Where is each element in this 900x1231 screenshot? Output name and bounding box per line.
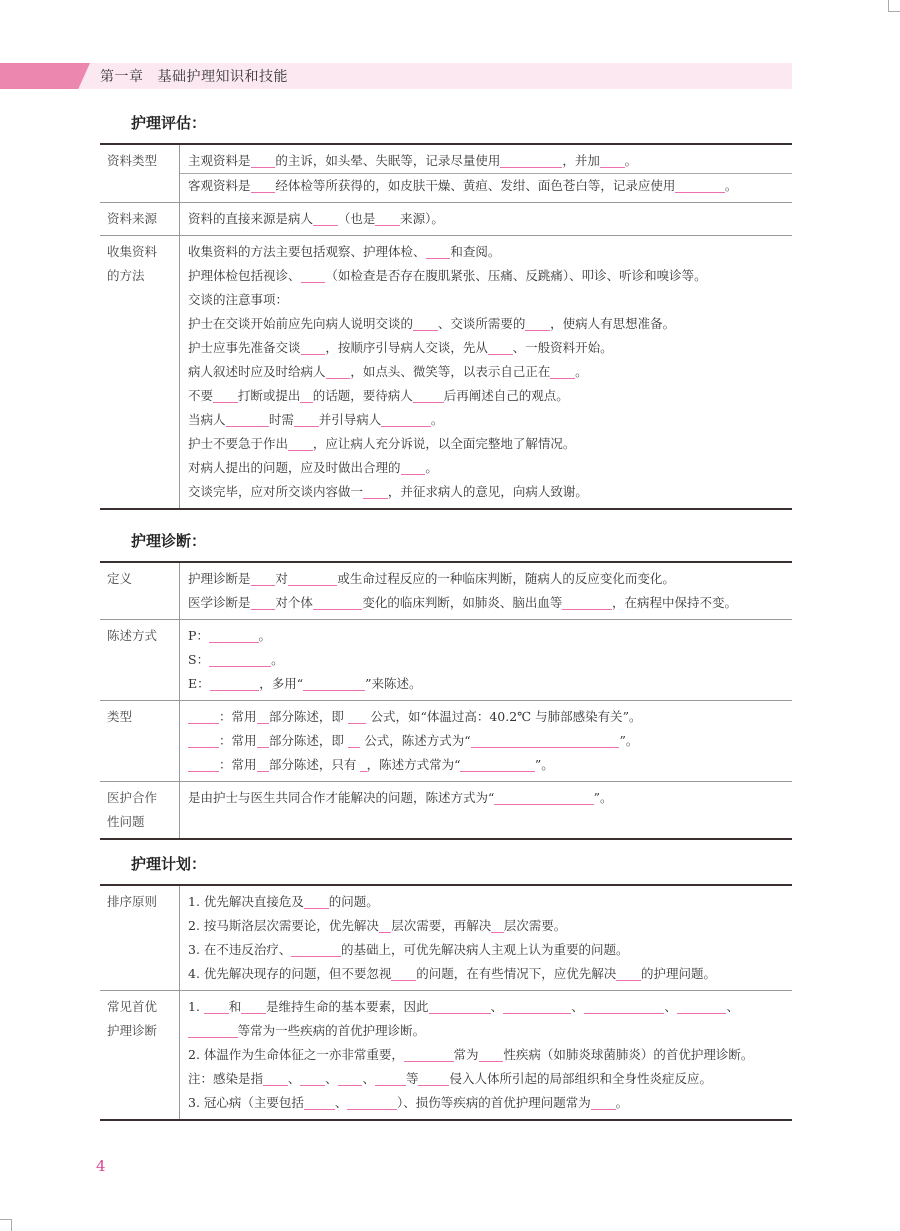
fill-in-blank[interactable]: [413, 387, 444, 403]
fill-in-blank[interactable]: [188, 732, 219, 748]
line-text: 是维持生命的基本要素，因此: [266, 999, 429, 1014]
fill-in-blank[interactable]: [251, 177, 276, 193]
content-line: [188, 995, 792, 1019]
line-text: 时需: [268, 412, 294, 427]
fill-in-blank[interactable]: [209, 651, 271, 667]
row-content: [180, 620, 793, 701]
fill-in-blank[interactable]: [479, 1046, 504, 1062]
content-line: [188, 336, 792, 360]
line-text: ：常用: [219, 757, 257, 772]
line-text: 部分陈述，只有: [268, 757, 361, 772]
fill-in-blank[interactable]: [471, 732, 620, 748]
chapter-number: 第一章: [100, 69, 144, 85]
content-line: [188, 1091, 792, 1115]
line-text: 的话题，要待病人: [312, 388, 413, 403]
line-text: 和查阅。: [450, 244, 501, 259]
line-text: 部分陈述，即: [268, 733, 348, 748]
line-text: 、: [287, 1071, 301, 1086]
line-text: 收集资料的方法主要包括观察、护理体检、: [188, 244, 426, 259]
fill-in-blank[interactable]: [338, 1070, 363, 1086]
line-text: S：: [188, 652, 210, 667]
table-row: [100, 562, 792, 620]
fill-in-blank[interactable]: [503, 998, 571, 1014]
line-text: 。: [430, 412, 444, 427]
fill-in-blank[interactable]: [348, 732, 360, 748]
line-text: 不要: [188, 388, 214, 403]
fill-in-blank[interactable]: [677, 998, 727, 1014]
fill-in-blank[interactable]: [675, 177, 725, 193]
line-text: 客观资料是: [188, 178, 251, 193]
table-row: [100, 620, 792, 701]
line-text: ，按顺序引导病人交谈，先从: [325, 340, 488, 355]
line-text: 和: [228, 999, 242, 1014]
line-text: 对病人提出的问题，应及时做出合理的: [188, 460, 401, 475]
fill-in-blank[interactable]: [391, 965, 416, 981]
line-text: 资料的直接来源是病人: [188, 211, 314, 226]
row-content: [180, 236, 793, 510]
line-text: 主观资料是: [188, 153, 251, 168]
fill-in-blank[interactable]: [379, 917, 391, 933]
content-line: [188, 591, 792, 615]
line-text: 的问题，在有些情况下，应优先解决: [416, 966, 617, 981]
line-text: ）、损伤等疾病的首优护理问题常为: [397, 1095, 591, 1110]
row-content: [180, 701, 793, 782]
fill-in-blank[interactable]: [313, 210, 338, 226]
content-line: [188, 567, 792, 591]
line-text: 常为: [453, 1047, 479, 1062]
line-text: ”。: [619, 733, 639, 748]
line-text: 。: [425, 460, 438, 475]
fill-in-blank[interactable]: [257, 756, 269, 772]
line-text: 的问题。: [328, 894, 379, 909]
section-title-assessment: 护理评估：: [131, 114, 207, 132]
content-line: [188, 456, 792, 480]
line-text: 交谈的注意事项：: [188, 292, 289, 307]
fill-in-blank[interactable]: [263, 1070, 288, 1086]
content-line: [188, 938, 792, 962]
row-content: [180, 562, 793, 620]
line-text: 。: [724, 178, 738, 193]
page-number: 4: [96, 1157, 106, 1175]
fill-in-blank[interactable]: [257, 732, 269, 748]
line-text: 来源）。: [400, 211, 444, 226]
fill-in-blank[interactable]: [251, 152, 276, 168]
line-text: ，并加: [562, 153, 600, 168]
fill-in-blank[interactable]: [294, 411, 319, 427]
line-text: ：常用: [219, 709, 257, 724]
fill-in-blank[interactable]: [401, 459, 426, 475]
row-label-line: 性问题: [107, 814, 145, 829]
line-text: 的基础上，可优先解决病人主观上认为重要的问题。: [341, 942, 629, 957]
line-text: 并引导病人: [318, 412, 382, 427]
fill-in-blank[interactable]: [404, 1046, 454, 1062]
content-line: [188, 312, 792, 336]
line-text: E：: [188, 676, 210, 691]
line-text: 等常为一些疾病的首优护理诊断。: [237, 1023, 426, 1038]
fill-in-blank[interactable]: [210, 675, 260, 691]
fill-in-blank[interactable]: [525, 315, 550, 331]
fill-in-blank[interactable]: [209, 627, 259, 643]
fill-in-blank[interactable]: [257, 708, 269, 724]
content-line: [188, 288, 792, 312]
line-text: 的护理问题。: [641, 966, 717, 981]
table-row: [100, 701, 792, 782]
line-text: 对个体: [275, 595, 313, 610]
fill-in-blank[interactable]: [301, 339, 326, 355]
fill-in-blank[interactable]: [488, 339, 513, 355]
table-row: [100, 144, 792, 203]
content-line: [188, 753, 792, 777]
fill-in-blank[interactable]: [301, 267, 326, 283]
line-text: 对: [275, 571, 288, 586]
fill-in-blank[interactable]: [188, 756, 219, 772]
line-text: 变化的临床判断，如肺炎、脑出血等: [362, 595, 563, 610]
line-text: （如检查是否存在腹肌紧张、压痛、反跳痛）、叩诊、听诊和嗅诊等。: [325, 268, 707, 283]
fill-in-blank[interactable]: [491, 917, 503, 933]
chapter-header-bar: [0, 63, 792, 89]
line-text: ，陈述方式常为“: [366, 757, 461, 772]
fill-in-blank[interactable]: [288, 570, 338, 586]
line-text: 当病人: [188, 412, 226, 427]
line-text: 3. 在不违反治疗、: [188, 942, 292, 957]
crop-mark-top-right: [888, 0, 900, 12]
fill-in-blank[interactable]: [418, 1070, 449, 1086]
line-text: ”来陈述。: [365, 676, 422, 691]
line-text: 的主诉，如头晕、失眠等，记录尽量使用: [275, 153, 501, 168]
fill-in-blank[interactable]: [291, 941, 341, 957]
line-text: 。: [575, 364, 588, 379]
fill-in-blank[interactable]: [413, 315, 438, 331]
line-text: 2. 按马斯洛层次需要论，优先解决: [188, 918, 379, 933]
line-text: 公式，陈述方式为“: [360, 733, 471, 748]
content-line: [188, 1043, 792, 1067]
content-line: [188, 705, 792, 729]
content-line: [188, 624, 792, 648]
line-text: 、交谈所需要的: [437, 316, 526, 331]
line-text: ”。: [593, 790, 613, 805]
fill-in-blank[interactable]: [251, 594, 276, 610]
fill-in-blank[interactable]: [288, 435, 313, 451]
fill-in-blank[interactable]: [213, 387, 238, 403]
fill-in-blank[interactable]: [550, 363, 575, 379]
chapter-tab-decoration: [0, 63, 90, 89]
line-text: 。: [258, 628, 272, 643]
line-text: 、: [726, 999, 739, 1014]
fill-in-blank[interactable]: [591, 1094, 616, 1110]
line-text: 1.: [188, 999, 204, 1014]
fill-in-blank[interactable]: [426, 243, 451, 259]
fill-in-blank[interactable]: [429, 998, 491, 1014]
line-text: ”。: [534, 757, 554, 772]
row-label-line: 收集资料: [107, 244, 158, 259]
content-line: [188, 264, 792, 288]
line-text: 医学诊断是: [188, 595, 251, 610]
line-text: 性疾病（如肺炎球菌肺炎）的首优护理诊断。: [503, 1047, 754, 1062]
table-row: [100, 991, 792, 1121]
line-text: 、: [334, 1095, 348, 1110]
line-text: 、: [325, 1071, 338, 1086]
fill-in-blank[interactable]: [363, 483, 388, 499]
fill-in-blank[interactable]: [375, 1070, 406, 1086]
line-text: ，应让病人充分诉说，以全面完整地了解情况。: [312, 436, 576, 451]
chapter-name: 基础护理知识和技能: [157, 69, 288, 85]
fill-in-blank[interactable]: [494, 789, 593, 805]
line-text: 护理体检包括视诊、: [188, 268, 301, 283]
line-text: 经体检等所获得的，如皮肤干燥、黄疸、发绀、面色苍白等，记录应使用: [275, 178, 676, 193]
line-text: 。: [271, 652, 284, 667]
line-text: 层次需要。: [503, 918, 567, 933]
content-line: [188, 207, 792, 231]
line-text: 或生命过程反应的一种临床判断，随病人的反应变化而变化。: [337, 571, 675, 586]
fill-in-blank[interactable]: [326, 363, 351, 379]
content-line: [188, 890, 792, 914]
line-text: 层次需要，再解决: [391, 918, 492, 933]
fill-in-blank[interactable]: [500, 152, 562, 168]
diagnosis-table: [100, 561, 792, 840]
content-line: [188, 384, 792, 408]
line-text: 。: [624, 153, 638, 168]
line-text: ，并征求病人的意见，向病人致谢。: [387, 484, 588, 499]
line-text: 护士在交谈开始前应先向病人说明交谈的: [188, 316, 414, 331]
line-text: ，多用“: [259, 676, 304, 691]
row-content: [180, 782, 793, 840]
content-line: [188, 432, 792, 456]
line-text: 护士不要急于作出: [188, 436, 289, 451]
content-line: [188, 962, 792, 986]
row-label: 资料来源: [100, 203, 180, 236]
line-text: 病人叙述时应及时给病人: [188, 364, 326, 379]
fill-in-blank[interactable]: [241, 998, 266, 1014]
line-text: 、: [571, 999, 584, 1014]
table-row: [100, 203, 792, 236]
fill-in-blank[interactable]: [303, 675, 365, 691]
line-text: ：常用: [219, 733, 257, 748]
row-content: [180, 144, 793, 203]
line-text: 公式，如“体温过高：40.2℃ 与肺部感染有关”。: [366, 709, 642, 724]
line-text: 、一般资料开始。: [512, 340, 613, 355]
line-text: 、: [490, 999, 504, 1014]
content-line: [188, 672, 792, 696]
line-text: 等: [405, 1071, 419, 1086]
section-title-diagnosis: 护理诊断：: [131, 532, 207, 550]
content-line: [188, 1067, 792, 1091]
fill-in-blank[interactable]: [584, 998, 665, 1014]
assessment-table: [100, 143, 792, 510]
content-line: [188, 149, 792, 173]
content-line: [188, 408, 792, 432]
row-label: 陈述方式: [100, 620, 180, 701]
line-text: 侵入人体所引起的局部组织和全身性炎症反应。: [449, 1071, 712, 1086]
row-content: [180, 885, 793, 991]
line-text: 护理诊断是: [188, 571, 251, 586]
content-line: [188, 240, 792, 264]
line-text: 打断或提出: [237, 388, 301, 403]
section-title-plan: 护理计划：: [131, 855, 207, 873]
line-text: 。: [615, 1095, 629, 1110]
plan-table: [100, 884, 792, 1121]
row-label-line: 医护合作: [107, 790, 158, 805]
content-line: [188, 648, 792, 672]
content-line: [188, 914, 792, 938]
row-label: [100, 236, 180, 510]
line-text: 护士应事先准备交谈: [188, 340, 301, 355]
row-content: [180, 991, 793, 1121]
fill-in-blank[interactable]: [304, 1094, 335, 1110]
row-label-line: 常见首优: [107, 999, 158, 1014]
fill-in-blank[interactable]: [251, 570, 276, 586]
line-text: ，在病程中保持不变。: [612, 595, 738, 610]
content-line: [188, 786, 792, 810]
fill-in-blank[interactable]: [188, 708, 219, 724]
fill-in-blank[interactable]: [313, 594, 363, 610]
content-line: [188, 480, 792, 504]
fill-in-blank[interactable]: [226, 411, 269, 427]
row-label-line: 的方法: [107, 268, 145, 283]
row-content: [180, 203, 793, 236]
crop-mark-bottom-left: [0, 1219, 12, 1231]
fill-in-blank[interactable]: [600, 152, 625, 168]
fill-in-blank[interactable]: [204, 998, 229, 1014]
line-text: ，使病人有思想准备。: [550, 316, 676, 331]
fill-in-blank[interactable]: [304, 893, 329, 909]
line-text: 3. 冠心病（主要包括: [188, 1095, 304, 1110]
line-text: 注：感染是指: [188, 1071, 264, 1086]
line-text: 是由护士与医生共同合作才能解决的问题，陈述方式为“: [188, 790, 495, 805]
row-label: [100, 782, 180, 840]
line-text: ，如点头、微笑等，以表示自己正在: [350, 364, 551, 379]
fill-in-blank[interactable]: [188, 1022, 238, 1038]
fill-in-blank[interactable]: [375, 210, 400, 226]
content-line: [180, 173, 792, 198]
line-text: 交谈完毕，应对所交谈内容做一: [188, 484, 364, 499]
fill-in-blank[interactable]: [616, 965, 641, 981]
fill-in-blank[interactable]: [381, 411, 431, 427]
line-text: 、: [664, 999, 677, 1014]
fill-in-blank[interactable]: [347, 1094, 397, 1110]
row-label: 定义: [100, 562, 180, 620]
fill-in-blank[interactable]: [460, 756, 534, 772]
table-row: [100, 236, 792, 510]
line-text: 4. 优先解决现存的问题，但不要忽视: [188, 966, 392, 981]
row-label-line: 护理诊断: [107, 1023, 158, 1038]
content-line: [188, 1019, 792, 1043]
line-text: （也是: [337, 211, 376, 226]
line-text: 、: [362, 1071, 375, 1086]
fill-in-blank[interactable]: [562, 594, 612, 610]
line-text: 2. 体温作为生命体征之一亦非常重要，: [188, 1047, 404, 1062]
line-text: 1. 优先解决直接危及: [188, 894, 304, 909]
row-label: 类型: [100, 701, 180, 782]
line-text: 后再阐述自己的观点。: [443, 388, 569, 403]
content-line: [188, 360, 792, 384]
row-label: 资料类型: [100, 144, 180, 203]
fill-in-blank[interactable]: [300, 1070, 325, 1086]
row-label: [100, 991, 180, 1121]
fill-in-blank[interactable]: [348, 708, 367, 724]
table-row: [100, 782, 792, 840]
row-label: 排序原则: [100, 885, 180, 991]
fill-in-blank[interactable]: [300, 387, 312, 403]
table-row: [100, 885, 792, 991]
content-line: [188, 729, 792, 753]
chapter-title: [100, 66, 288, 86]
line-text: P：: [188, 628, 209, 643]
line-text: 部分陈述，即: [268, 709, 348, 724]
